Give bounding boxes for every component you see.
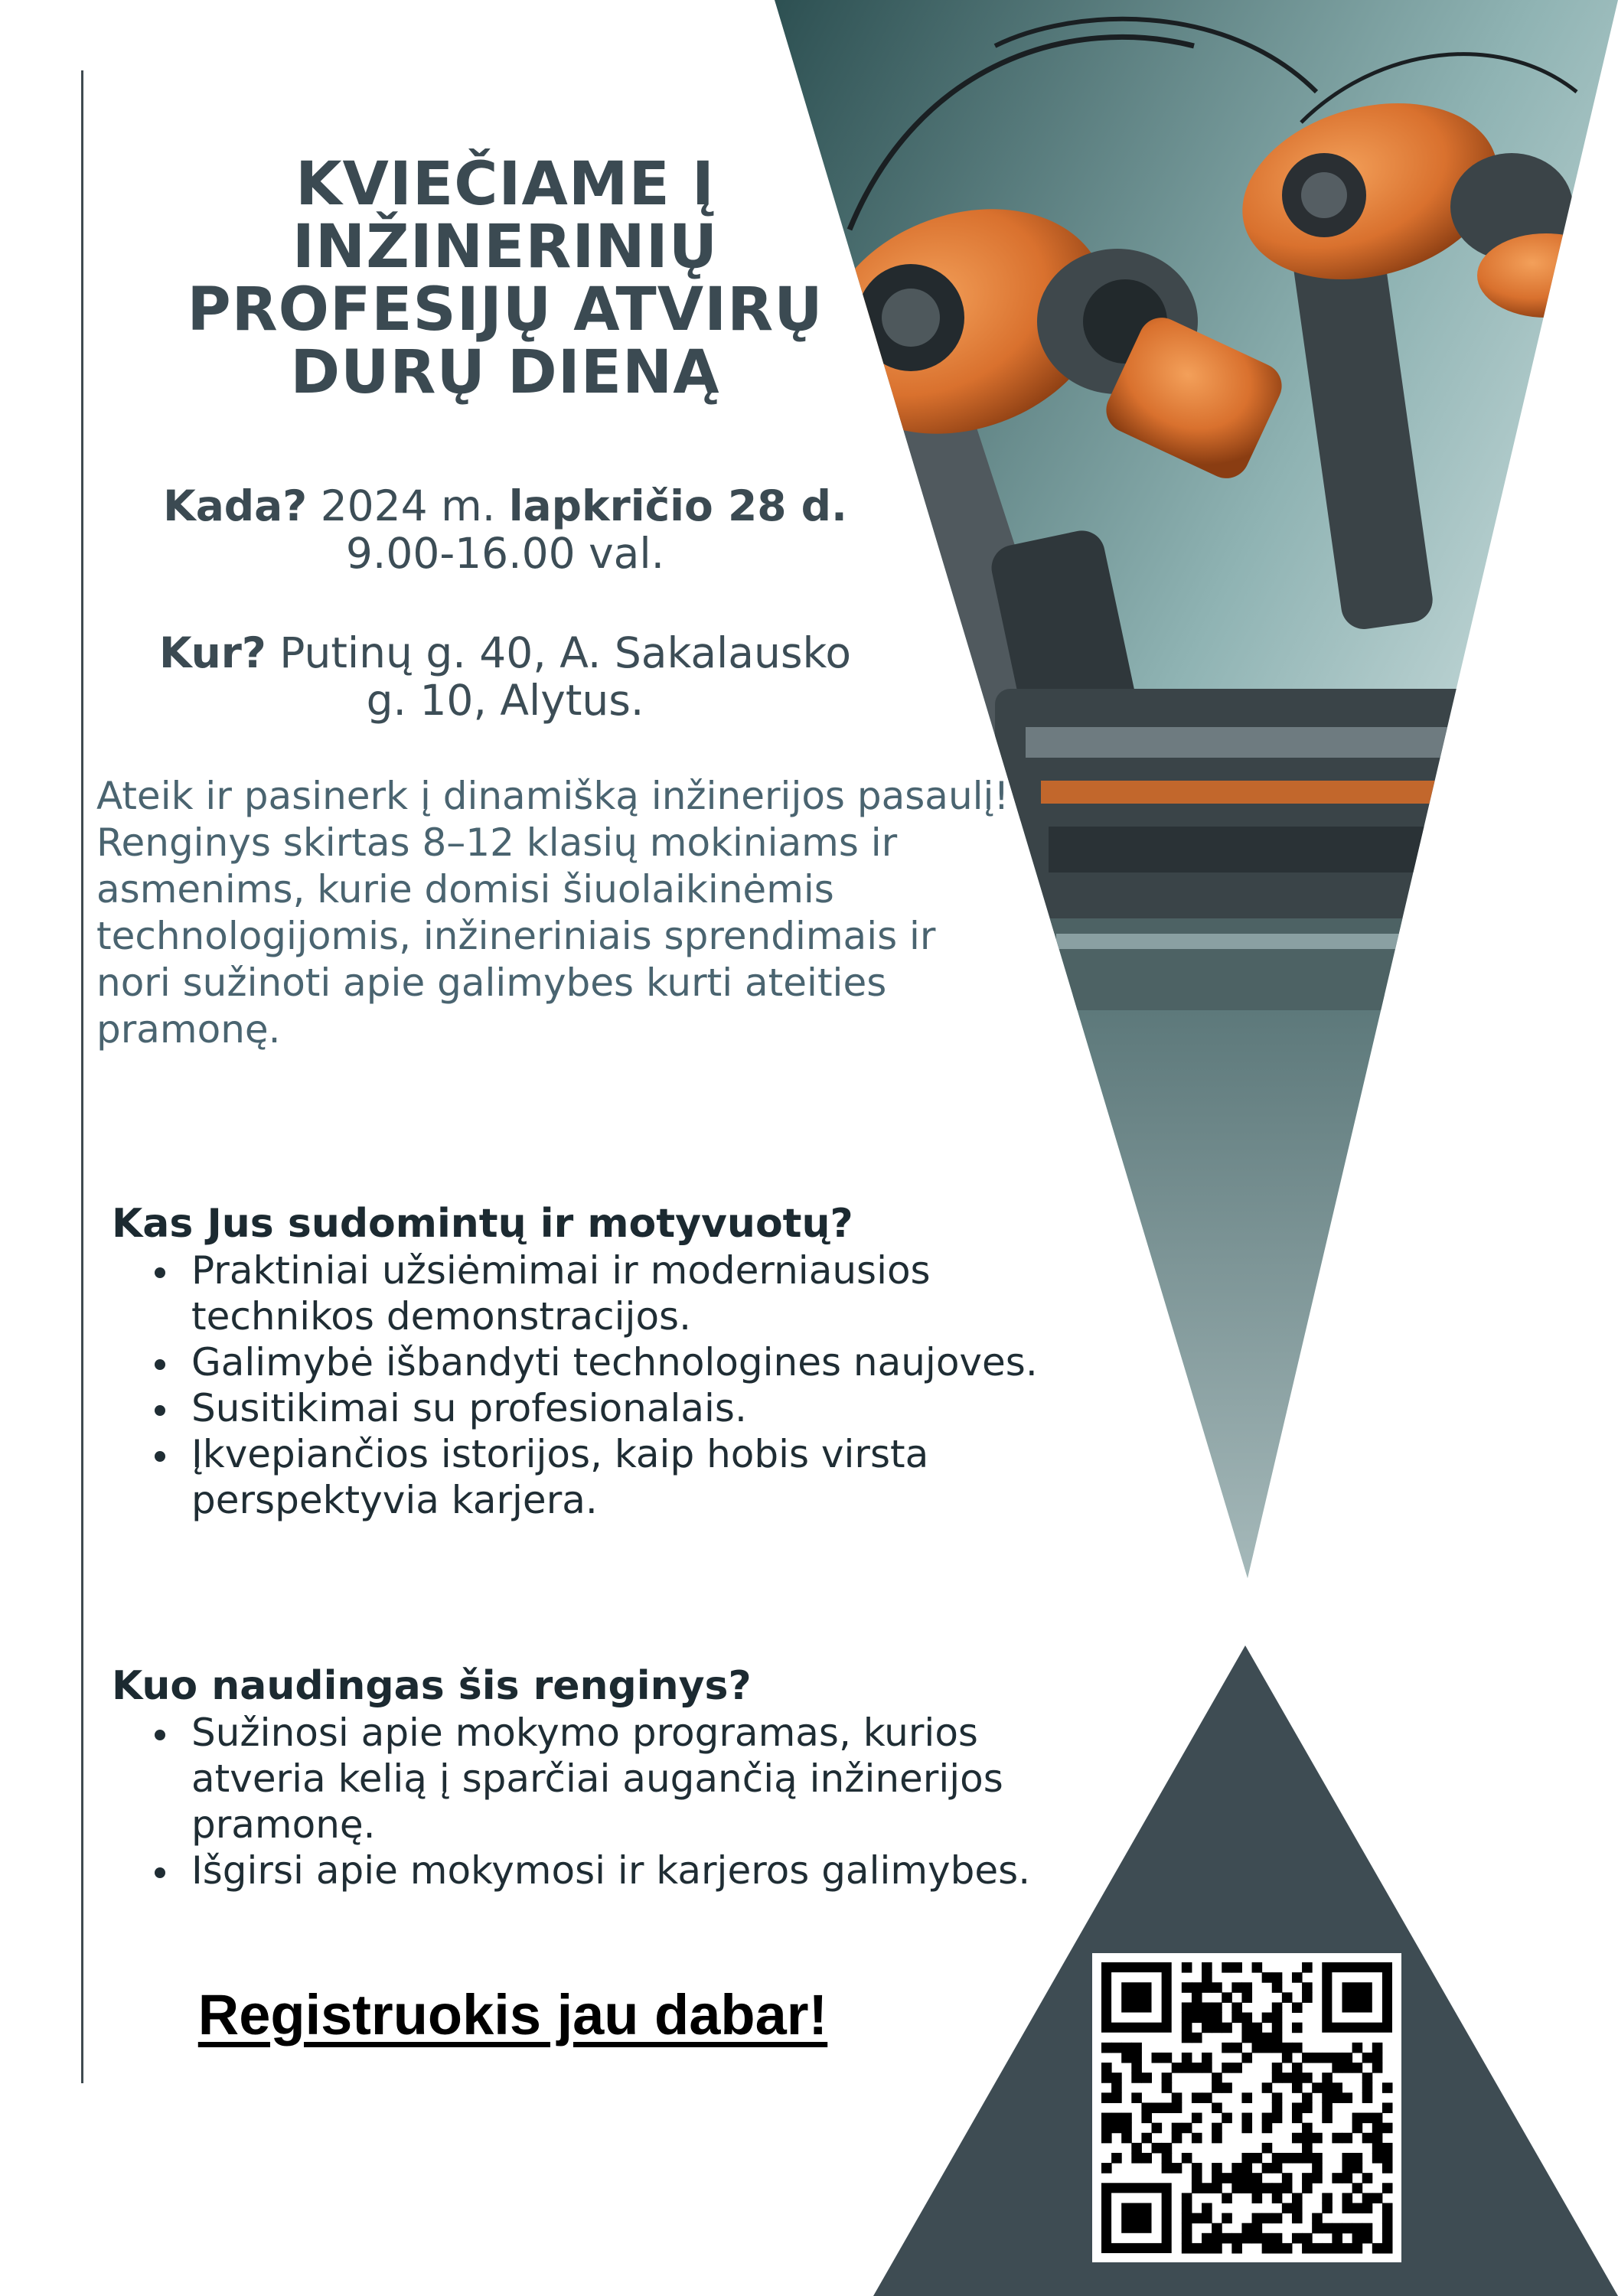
page-title: KVIEČIAME Į INŽINERINIŲ PROFESIJŲ ATVIRŲ DURŲ DIENĄ	[187, 150, 824, 407]
list-item: Praktiniai užsiėmimai ir moderniausios technikos demonstracijos.	[191, 1247, 1110, 1339]
benefits-list	[191, 1710, 1110, 1893]
section-heading-benefits: Kuo naudingas šis renginys?	[112, 1663, 752, 1709]
list-item: Išgirsi apie mokymosi ir karjeros galimybes.	[191, 1848, 1110, 1893]
intro-line-2: Renginys skirtas 8–12 klasių mokiniams ir asmenims, kurie domisi šiuolaikinėmis technologijomis, inžineriniais sprendimais ir nori sužinoti apie galimybes kurti ateities pramonę.	[96, 820, 936, 1052]
motivation-list	[191, 1247, 1110, 1523]
address-line-1: Putinų g. 40, A. Sakalausko	[279, 628, 852, 677]
event-year: 2024 m.	[320, 481, 496, 530]
list-item: Sužinosi apie mokymo programas, kurios atveria kelią į sparčiai augančią inžinerijos pramonę.	[191, 1710, 1110, 1848]
event-time: 9.00-16.00 val.	[345, 529, 665, 578]
intro-line-1: Ateik ir pasinerk į dinamišką inžinerijos pasaulį!	[96, 774, 1010, 818]
register-link[interactable]: Registruokis jau dabar!	[197, 1983, 828, 2047]
registration-qr-code[interactable]	[1092, 1953, 1401, 2262]
intro-text	[96, 773, 1015, 1053]
event-day: lapkričio 28 d.	[508, 481, 847, 530]
list-item: Įkvepiančios istorijos, kaip hobis virsta perspektyvia karjera.	[191, 1431, 1110, 1523]
qr-code-icon	[1092, 1953, 1401, 2262]
event-date	[92, 482, 918, 577]
where-label: Kur?	[158, 628, 266, 677]
list-item: Galimybė išbandyti technologines naujoves.	[191, 1339, 1110, 1385]
list-item: Susitikimai su profesionalais.	[191, 1385, 1110, 1431]
when-label: Kada?	[163, 481, 308, 530]
event-location	[92, 629, 918, 724]
address-line-2: g. 10, Alytus.	[366, 676, 644, 725]
section-heading-motivation: Kas Jus sudomintų ir motyvuotų?	[112, 1201, 853, 1247]
